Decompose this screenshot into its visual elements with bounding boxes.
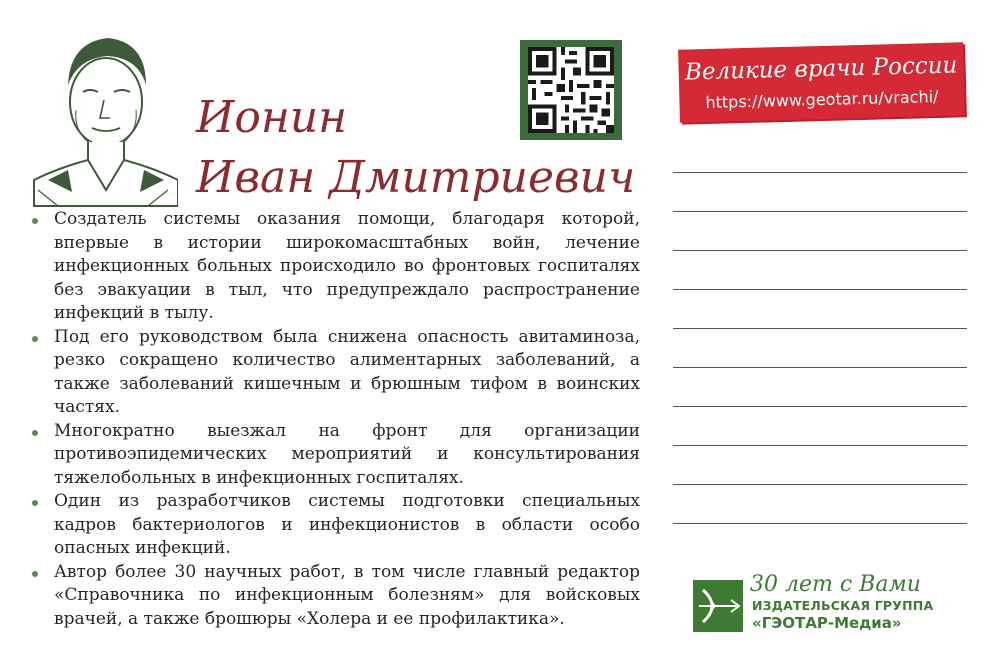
address-line: [673, 172, 967, 173]
publisher-name: «ГЭОТАР-Медиа»: [752, 614, 902, 632]
qr-code[interactable]: [520, 40, 622, 140]
address-line: [673, 445, 967, 446]
series-banner[interactable]: [678, 42, 965, 122]
list-item: Один из разработчиков системы подготовки специальных кадров бактериологов и инфекционистов в области особо опасных инфекций.: [30, 490, 640, 561]
address-line: [673, 211, 967, 212]
address-line: [673, 523, 967, 524]
bullet-list: [30, 208, 640, 631]
person-given-names: Иван Дмитриевич: [196, 152, 636, 203]
address-line: [673, 484, 967, 485]
list-item: Под его руководством была снижена опасность авитаминоза, резко сокращено количество алиментарных заболеваний, а также заболеваний кишечным и брюшным тифом в воинских частях.: [30, 326, 640, 420]
list-item: Автор более 30 научных работ, в том числе главный редактор «Справочника по инфекционным болезням» для войсковых врачей, а также брошюры «Холера и ее профилактика».: [30, 561, 640, 632]
publisher-logo-icon: [693, 580, 743, 632]
series-url-link[interactable]: https://www.geotar.ru/vrachi/: [705, 86, 939, 113]
portrait-illustration: [28, 30, 178, 210]
address-line: [673, 250, 967, 251]
address-line: [673, 328, 967, 329]
list-item: Многократно выезжал на фронт для организации противоэпидемических мероприятий и консультирования тяжелобольных в инфекционных госпиталях.: [30, 420, 640, 491]
publisher-anniversary: 30 лет с Вами: [750, 572, 921, 597]
person-surname: Ионин: [196, 92, 348, 143]
publisher-group: ИЗДАТЕЛЬСКАЯ ГРУППА: [752, 598, 934, 613]
address-line: [673, 289, 967, 290]
address-lines: [673, 172, 967, 562]
address-line: [673, 367, 967, 368]
series-title: Великие врачи России: [684, 52, 958, 86]
list-item: Создатель системы оказания помощи, благодаря которой, впервые в истории широкомасштабных войн, лечение инфекционных больных происходило во фронтовых госпиталях без эвакуации в тыл, что предупреждало распространение инфекций в тылу.: [30, 208, 640, 326]
address-line: [673, 406, 967, 407]
